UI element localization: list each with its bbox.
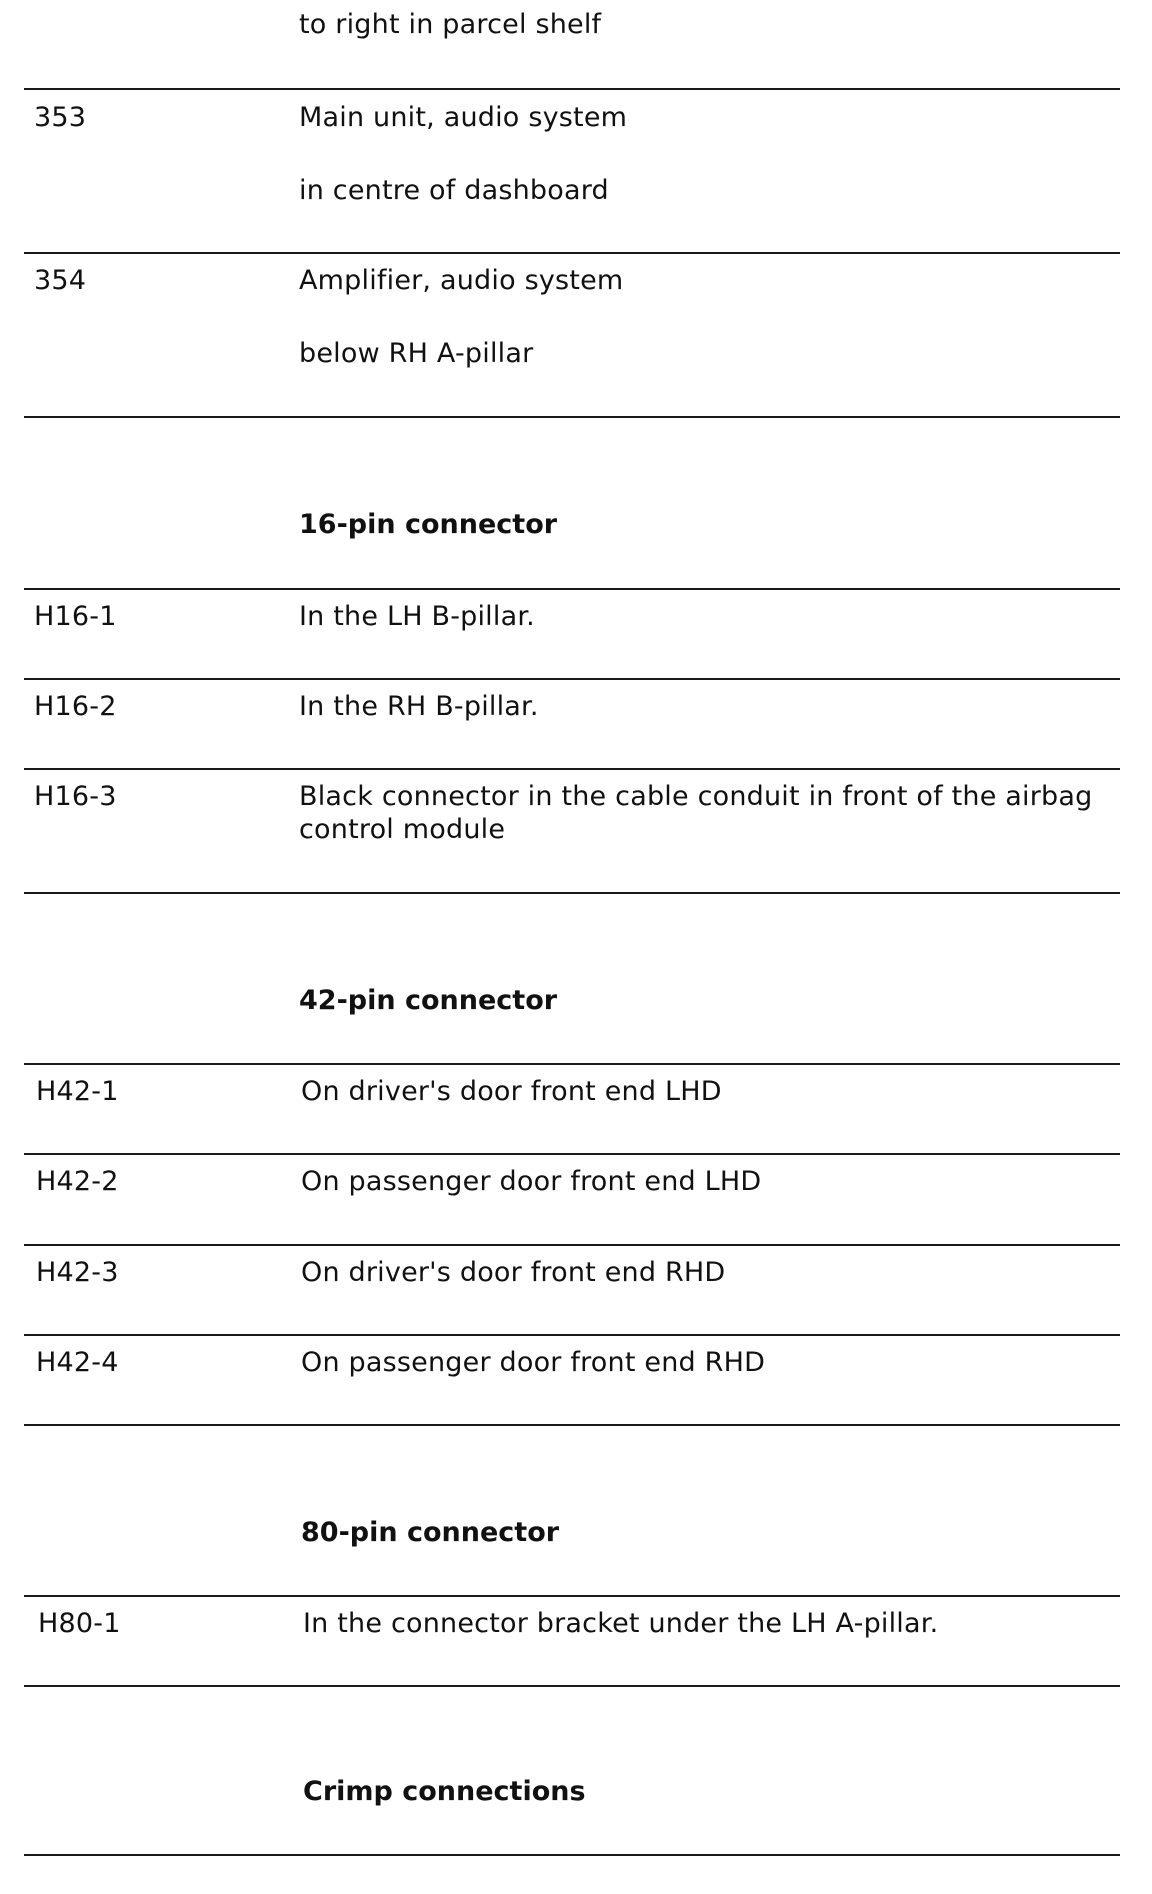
connector-location: On passenger door front end RHD — [301, 1347, 766, 1378]
connector-code: H42-3 — [36, 1257, 119, 1288]
connector-location: Black connector in the cable conduit in front of the airbag control module — [299, 781, 1093, 845]
table-divider — [24, 1595, 1120, 1597]
table-divider — [24, 1685, 1120, 1687]
connector-code: H16-3 — [34, 781, 117, 812]
table-divider — [24, 1244, 1120, 1246]
connector-code: H80-1 — [38, 1608, 121, 1639]
component-description: Main unit, audio system — [299, 102, 628, 133]
table-divider — [24, 416, 1120, 418]
table-divider — [24, 1424, 1120, 1426]
table-divider — [24, 588, 1120, 590]
connector-code: H16-1 — [34, 601, 117, 632]
component-location: in centre of dashboard — [299, 175, 609, 206]
connector-code: H42-1 — [36, 1076, 119, 1107]
connector-code: H16-2 — [34, 691, 117, 722]
table-divider — [24, 1854, 1120, 1856]
table-divider — [24, 1063, 1120, 1065]
table-divider — [24, 892, 1120, 894]
connector-location: In the LH B-pillar. — [299, 601, 535, 632]
component-code: 354 — [34, 265, 87, 296]
section-heading-crimp: Crimp connections — [303, 1776, 586, 1807]
component-description: Amplifier, audio system — [299, 265, 624, 296]
section-heading-80-pin: 80-pin connector — [301, 1517, 560, 1548]
table-divider — [24, 768, 1120, 770]
section-heading-42-pin: 42-pin connector — [299, 985, 558, 1016]
connector-location: In the RH B-pillar. — [299, 691, 539, 722]
connector-location: In the connector bracket under the LH A-pillar. — [303, 1608, 939, 1639]
connector-location: On passenger door front end LHD — [301, 1166, 762, 1197]
connector-code: H42-4 — [36, 1347, 119, 1378]
component-location: below RH A-pillar — [299, 338, 534, 369]
connector-location: On driver's door front end LHD — [301, 1076, 722, 1107]
table-divider — [24, 88, 1120, 90]
continuation-text: to right in parcel shelf — [299, 9, 602, 40]
table-divider — [24, 1334, 1120, 1336]
component-code: 353 — [34, 102, 87, 133]
connector-code: H42-2 — [36, 1166, 119, 1197]
table-divider — [24, 1153, 1120, 1155]
table-divider — [24, 252, 1120, 254]
section-heading-16-pin: 16-pin connector — [299, 509, 558, 540]
table-divider — [24, 678, 1120, 680]
connector-location: On driver's door front end RHD — [301, 1257, 726, 1288]
